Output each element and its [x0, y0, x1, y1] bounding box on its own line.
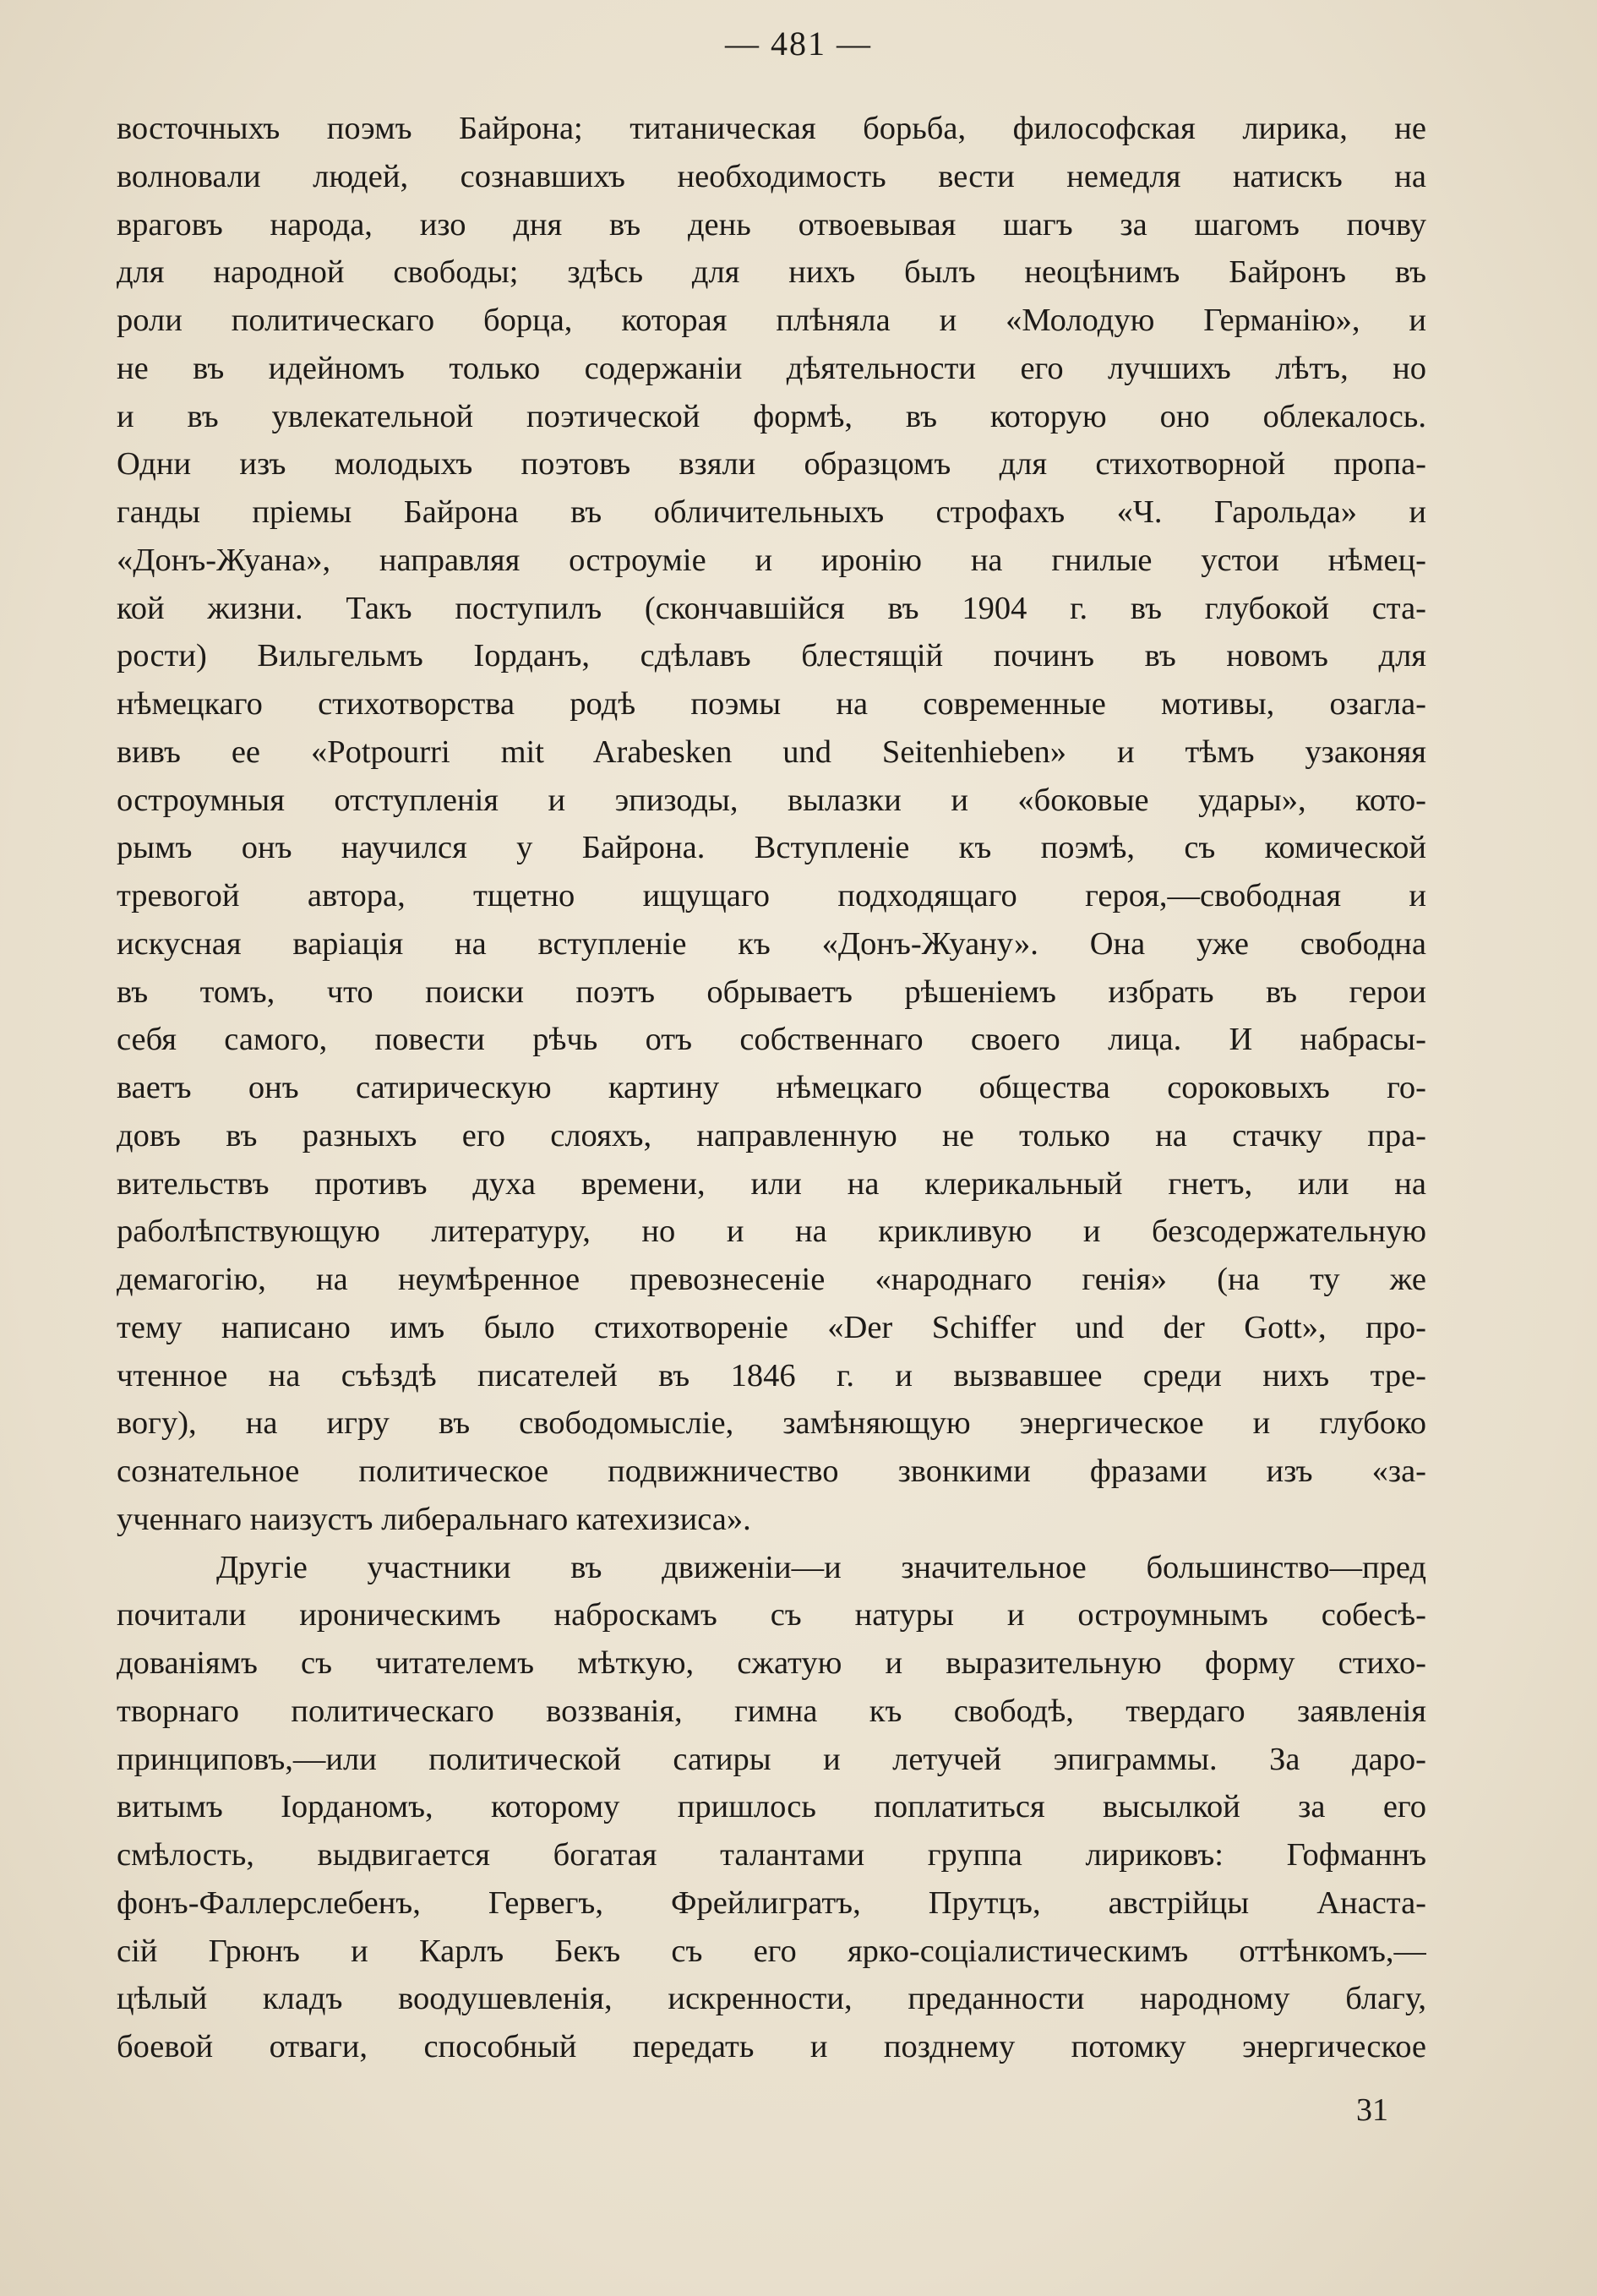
text-line: враговъ народа, изо дня въ день отвоевывая шагъ за шагомъ почву	[117, 206, 1426, 243]
text-line: для народной свободы; здѣсь для нихъ былъ неоцѣнимъ Байронъ въ	[117, 254, 1426, 291]
text-line: вительствъ противъ духа времени, или на клерикальный гнетъ, или на	[117, 1165, 1426, 1202]
text-line: ученнаго наизустъ либеральнаго катехизиса».	[117, 1501, 751, 1537]
text-line: чтенное на съѣздѣ писателей въ 1846 г. и вызвавшее среди нихъ тре-	[117, 1357, 1426, 1393]
text-line: роли политическаго борца, которая плѣняла и «Молодую Германію», и	[117, 303, 1426, 338]
text-line: рымъ онъ научился у Байрона. Вступленіе къ поэмѣ, съ комической	[117, 830, 1426, 866]
text-line: тревогой автора, тщетно ищущаго подходящаго героя,—свободная и	[117, 878, 1426, 913]
text-line: ганды пріемы Байрона въ обличительныхъ строфахъ «Ч. Гарольда» и	[117, 494, 1426, 530]
text-line: и въ увлекательной поэтической формѣ, въ которую оно облекалось.	[117, 398, 1426, 434]
text-line: тему написано имъ было стихотвореніе «Der Schiffer und der Gott», про-	[117, 1309, 1426, 1345]
text-line: «Донъ-Жуана», направляя остроуміе и иронію на гнилые устои нѣмец-	[117, 542, 1426, 578]
page-number-header: — 481 —	[725, 25, 872, 63]
text-line: кой жизни. Такъ поступилъ (скончавшійся въ 1904 г. въ глубокой ста-	[117, 590, 1426, 626]
text-line: витымъ Іорданомъ, которому пришлось поплатиться высылкой за его	[117, 1789, 1426, 1825]
signature-mark: 31	[1356, 2092, 1388, 2128]
text-line: ваетъ онъ сатирическую картину нѣмецкаго общества сороковыхъ го-	[117, 1070, 1426, 1105]
text-line: принциповъ,—или политической сатиры и летучей эпиграммы. За даро-	[117, 1741, 1426, 1777]
text-line: раболѣпствующую литературу, но и на крикливую и безсодержательную	[117, 1213, 1426, 1250]
body-text	[117, 105, 1426, 2071]
text-line: боевой отваги, способный передать и позднему потомку энергическое	[117, 2029, 1426, 2064]
text-line: искусная варіація на вступленіе къ «Донъ-Жуану». Она уже свободна	[117, 925, 1426, 962]
text-line: Одни изъ молодыхъ поэтовъ взяли образцомъ для стихотворной пропа-	[117, 446, 1426, 483]
text-line: демагогію, на неумѣренное превознесеніе «народнаго генія» (на ту же	[117, 1262, 1426, 1297]
text-line: не въ идейномъ только содержаніи дѣятельности его лучшихъ лѣтъ, но	[117, 350, 1426, 386]
text-line: творнаго политическаго воззванія, гимна къ свободѣ, твердаго заявленія	[117, 1693, 1426, 1729]
text-line: остроумныя отступленія и эпизоды, вылазки и «боковые удары», кото-	[117, 782, 1426, 818]
text-line: себя самого, повести рѣчь отъ собственнаго своего лица. И набрасы-	[117, 1022, 1426, 1058]
text-line: рости) Вильгельмъ Іорданъ, сдѣлавъ блестящій починъ въ новомъ для	[117, 638, 1426, 674]
paragraph-start-line: Другіе участники въ движеніи—и значительное большинство—пред	[216, 1549, 1426, 1585]
text-line: въ томъ, что поиски поэтъ обрываетъ рѣшеніемъ избрать въ герои	[117, 973, 1426, 1010]
text-line: довъ въ разныхъ его слояхъ, направленную не только на стачку пра-	[117, 1117, 1426, 1153]
text-line: фонъ-Фаллерслебенъ, Гервегъ, Фрейлигратъ, Прутцъ, австрійцы Анаста-	[117, 1884, 1426, 1921]
text-line: нѣмецкаго стихотворства родѣ поэмы на современные мотивы, озагла-	[117, 686, 1426, 722]
text-line: вивъ ее «Potpourri mit Arabesken und Seitenhieben» и тѣмъ узаконяя	[117, 734, 1426, 770]
text-line: восточныхъ поэмъ Байрона; титаническая борьба, философская лирика, не	[117, 111, 1426, 146]
text-line: вогу), на игру въ свободомысліе, замѣняющую энергическое и глубоко	[117, 1405, 1426, 1442]
text-line: дованіямъ съ читателемъ мѣткую, сжатую и выразительную форму стихо-	[117, 1645, 1426, 1681]
text-line: цѣлый кладъ воодушевленія, искренности, преданности народному благу,	[117, 1981, 1426, 2017]
text-line: почитали ироническимъ наброскамъ съ натуры и остроумнымъ собесѣ-	[117, 1597, 1426, 1633]
text-line: сознательное политическое подвижничество звонкими фразами изъ «за-	[117, 1453, 1426, 1489]
text-line: сій Грюнъ и Карлъ Бекъ съ его ярко-соціалистическимъ оттѣнкомъ,—	[117, 1933, 1426, 1969]
text-line: волновали людей, сознавшихъ необходимость вести немедля натискъ на	[117, 158, 1426, 194]
text-line: смѣлость, выдвигается богатая талантами группа лириковъ: Гофманнъ	[117, 1837, 1426, 1873]
